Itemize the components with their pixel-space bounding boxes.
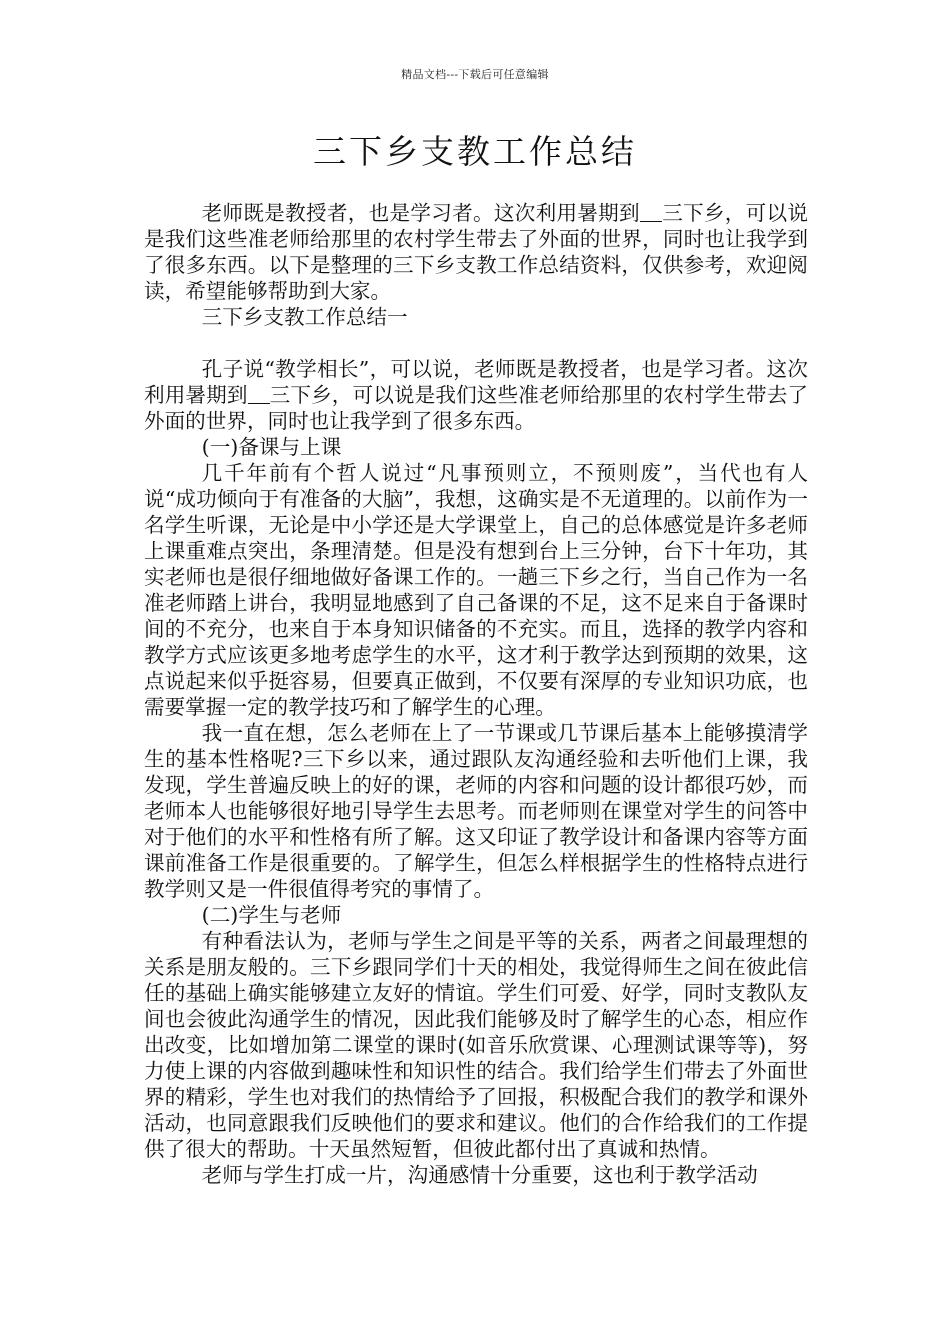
section-2-paragraph-1: 有种看法认为，老师与学生之间是平等的关系，两者之间最理想的关系是朋友般的。三下乡跟同学们十天的相处，我觉得师生之间在彼此信任的基础上确实能够建立友好的情谊。学生们可爱、好学，同时支教队友间也会彼此沟通学生的情况，因此我们能够及时了解学生的心态，相应作出改变，比如增加第二课堂的课时(如音乐欣赏课、心理测试课等等)，努力使上课的内容做到趣味性和知识性的结合。我们给学生们带去了外面世界的精彩，学生也对我们的热情给予了回报，积极配合我们的教学和课外活动，也同意跟我们反映他们的要求和建议。他们的合作给我们的工作提供了很大的帮助。十天虽然短暂，但彼此都付出了真诚和热情。 (144, 929, 808, 1161)
blank-underline (640, 203, 662, 222)
section-1-paragraph-1: 几千年前有个哲人说过“凡事预则立，不预则废”，当代也有人说“成功倾向于有准备的大脑”，我想，这确实是不无道理的。以前作为一名学生听课，无论是中小学还是大学课堂上，自己的总体感觉是许多老师上课重难点突出，条理清楚。但是没有想到台上三分钟，台下十年功，其实老师也是很仔细地做好备课工作的。一趟三下乡之行，当自己作为一名准老师踏上讲台，我明显地感到了自己备课的不足，这不足来自于备课时间的不充分，也来自于本身知识储备的不充实。而且，选择的教学内容和教学方式应该更多地考虑学生的水平，这才利于教学达到预期的效果，这点说起来似乎挺容易，但要真正做到，不仅要有深厚的专业知识功底，也需要掌握一定的教学技巧和了解学生的心理。 (144, 461, 808, 719)
intro-paragraph (144, 200, 808, 304)
section-1-paragraph-2: 我一直在想，怎么老师在上了一节课或几节课后基本上能够摸清学生的基本性格呢?三下乡以来，通过跟队友沟通经验和去听他们上课，我发现，学生普遍反映上的好的课，老师的内容和问题的设计都很巧妙，而老师本人也能够很好地引导学生去思考。而老师则在课堂对学生的问答中对于他们的水平和性格有所了解。这又印证了教学设计和备课内容等方面课前准备工作是很重要的。了解学生，但怎么样根据学生的性格特点进行教学则又是一件很值得考究的事情了。 (144, 721, 808, 901)
paragraph-spacer (144, 330, 808, 356)
paragraph-1 (144, 356, 808, 434)
document-body (144, 200, 808, 1188)
section-2-heading: (二)学生与老师 (201, 903, 342, 927)
section-1-heading: (一)备课与上课 (201, 435, 342, 459)
page-title: 三下乡支教工作总结 (313, 132, 637, 171)
intro-text-before-blank: 老师既是教授者，也是学习者。这次利用暑期到 (201, 201, 640, 225)
page-header: 精品文档---下载后可任意编辑 (401, 68, 549, 81)
section-2-paragraph-2: 老师与学生打成一片，沟通感情十分重要，这也利于教学活动 (201, 1163, 758, 1187)
blank-underline (248, 385, 270, 404)
paragraph-1-after-blank: 三下乡，可以说是我们这些准老师给那里的农村学生带去了外面的世界，同时也让我学到了很多东西。 (144, 383, 809, 433)
paragraph-1-before-blank: 孔子说“教学相长”，可以说，老师既是教授者，也是学习者。这次利用暑期到 (144, 357, 808, 407)
section-subtitle: 三下乡支教工作总结一 (201, 305, 408, 329)
intro-text-after-blank: 三下乡，可以说是我们这些准老师给那里的农村学生带去了外面的世界，同时也让我学到了很多东西。以下是整理的三下乡支教工作总结资料，仅供参考，欢迎阅读，希望能够帮助到大家。 (144, 201, 809, 303)
